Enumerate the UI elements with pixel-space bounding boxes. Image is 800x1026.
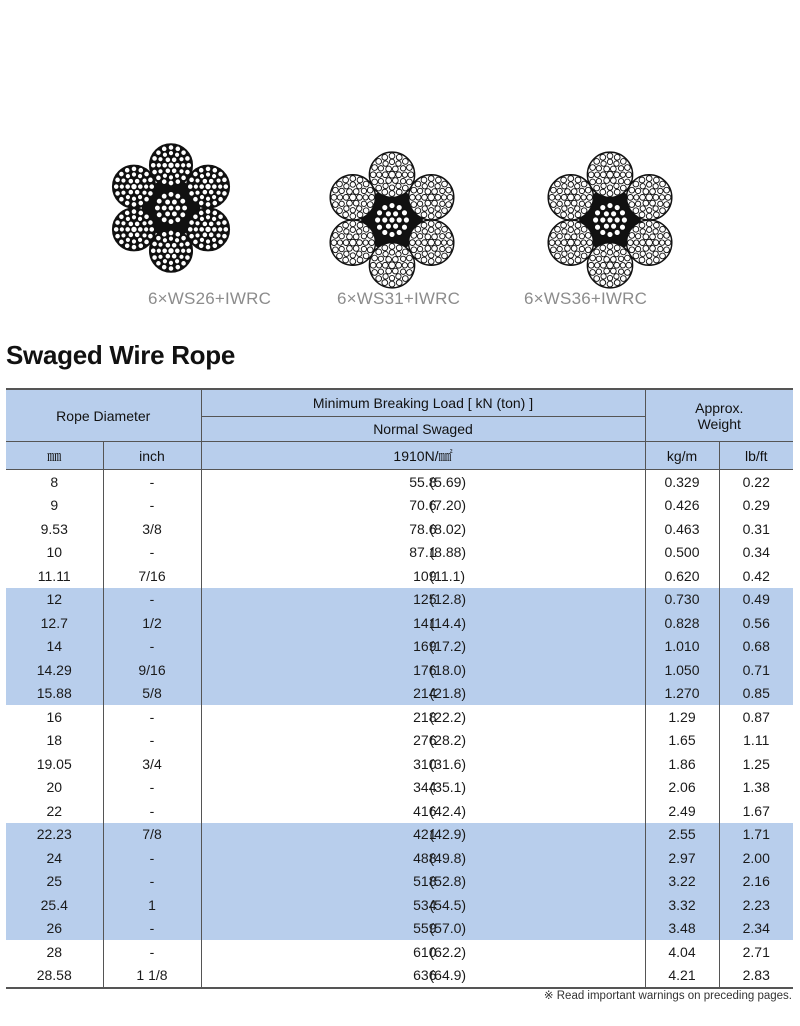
cell-breaking-load-kn: 421 [413,826,437,843]
cell-breaking-load-kn: 176 [413,661,437,678]
cell-inch: - [103,729,201,753]
cell-mm: 22 [46,802,63,819]
rope-strand [587,243,632,288]
cell-breaking-load-kn: 70.6 [409,497,437,514]
cell-mm: 10 [46,544,63,561]
cell-kg-per-m: 3.48 [645,917,719,941]
cell-inch: - [103,494,201,518]
cell-breaking-load-ton: (8.88) [429,544,467,561]
cell-breaking-load-ton: (5.69) [429,473,467,490]
cell-kg-per-m: 0.730 [645,588,719,612]
cell-inch: 1 1/8 [103,964,201,989]
cell-kg-per-m: 4.04 [645,940,719,964]
table-row [6,917,793,941]
cell-breaking-load [201,705,645,729]
cell-lb-per-ft: 1.67 [719,799,793,823]
cell-kg-per-m: 0.620 [645,564,719,588]
cell-lb-per-ft: 0.29 [719,494,793,518]
cell-kg-per-m: 1.050 [645,658,719,682]
cell-inch: - [103,940,201,964]
cell-lb-per-ft: 0.56 [719,611,793,635]
cell-kg-per-m: 0.426 [645,494,719,518]
cell-breaking-load-kn: 344 [413,779,437,796]
cell-breaking-load-ton: (49.8) [429,849,467,866]
cell-mm: 25.4 [6,893,103,917]
cell-breaking-load [201,541,645,565]
header-normal-swaged: Normal Swaged [201,417,645,442]
cell-breaking-load-ton: (57.0) [429,920,467,937]
cell-lb-per-ft: 1.71 [719,823,793,847]
cell-kg-per-m: 2.06 [645,776,719,800]
cell-breaking-load-ton: (22.2) [429,708,467,725]
cell-inch: - [103,870,201,894]
table-row [6,588,793,612]
cell-breaking-load [201,917,645,941]
rope-strand [548,175,593,220]
cell-breaking-load-kn: 276 [413,732,437,749]
cell-kg-per-m: 2.97 [645,846,719,870]
table-row [6,658,793,682]
cell-breaking-load [201,846,645,870]
header-lb-per-ft: lb/ft [719,442,793,470]
cell-lb-per-ft: 1.11 [719,729,793,753]
cell-kg-per-m: 0.329 [645,470,719,494]
cell-mm: 16 [46,708,63,725]
cell-mm: 14.29 [6,658,103,682]
cell-lb-per-ft: 1.38 [719,776,793,800]
cell-breaking-load [201,635,645,659]
rope-strand [409,220,454,265]
table-row [6,494,793,518]
cell-lb-per-ft: 2.16 [719,870,793,894]
cell-inch: 7/16 [103,564,201,588]
cell-lb-per-ft: 0.42 [719,564,793,588]
cell-breaking-load-kn: 534 [413,896,437,913]
warning-note: ※ Read important warnings on preceding pages. [543,990,792,1002]
cell-mm: 11.11 [37,567,71,584]
cell-kg-per-m: 2.55 [645,823,719,847]
cell-breaking-load-ton: (54.5) [429,896,467,913]
rope-caption-6xws31: 6×WS31+IWRC [337,289,461,308]
rope-strand [187,208,230,251]
cell-lb-per-ft: 0.68 [719,635,793,659]
cell-breaking-load-ton: (7.20) [429,497,467,514]
cell-breaking-load-ton: (12.8) [429,591,467,608]
table-row [6,823,793,847]
cell-lb-per-ft: 0.22 [719,470,793,494]
table-row [6,635,793,659]
rope-strand [369,152,414,197]
cell-breaking-load-kn: 218 [413,708,437,725]
cell-breaking-load-kn: 169 [413,638,437,655]
cell-breaking-load-ton: (8.02) [429,520,467,537]
rope-strand [150,144,193,187]
cell-inch: 3/8 [103,517,201,541]
table-row [6,799,793,823]
cell-breaking-load-ton: (42.9) [429,826,467,843]
table-row [6,705,793,729]
cell-inch: - [103,470,201,494]
rope-svg [538,148,682,292]
cell-breaking-load [201,940,645,964]
cell-breaking-load [201,470,645,494]
cell-inch: - [103,541,201,565]
cell-mm: 22.23 [6,823,103,847]
table-row [6,964,793,989]
cell-kg-per-m: 0.828 [645,611,719,635]
cell-mm: 14 [6,635,103,659]
rope-strand [369,243,414,288]
cell-breaking-load [201,823,645,847]
cell-breaking-load [201,964,645,989]
rope-strand [330,220,375,265]
cell-kg-per-m: 1.010 [645,635,719,659]
cell-breaking-load-kn: 125 [413,591,437,608]
cell-mm: 8 [50,473,59,490]
cell-breaking-load [201,564,645,588]
rope-caption-6xws36: 6×WS36+IWRC [524,289,648,308]
cell-inch: 1/2 [103,611,201,635]
cell-lb-per-ft: 2.83 [719,964,793,989]
cell-breaking-load [201,776,645,800]
cell-lb-per-ft: 0.71 [719,658,793,682]
cell-kg-per-m: 1.86 [645,752,719,776]
table-row [6,517,793,541]
table-row [6,870,793,894]
cell-breaking-load [201,893,645,917]
rope-strand [113,165,156,208]
cell-lb-per-ft: 0.87 [719,705,793,729]
rope-strand [587,152,632,197]
table-row [6,940,793,964]
cell-breaking-load-ton: (14.4) [429,614,467,631]
cell-mm: 28 [46,943,63,960]
cell-breaking-load-kn: 610 [413,943,437,960]
cell-breaking-load-kn: 559 [413,920,437,937]
table-body [6,470,793,989]
cell-breaking-load-ton: (31.6) [429,755,467,772]
cell-breaking-load-kn: 488 [413,849,437,866]
cell-breaking-load-kn: 109 [413,567,437,584]
cell-mm: 9 [50,497,59,514]
cell-mm: 24 [6,846,103,870]
header-minimum-breaking-load: Minimum Breaking Load [ kN (ton) ] [201,389,645,417]
cell-breaking-load-ton: (11.1) [429,567,466,584]
cell-lb-per-ft: 2.23 [719,893,793,917]
cell-mm: 12.7 [6,611,103,635]
cell-kg-per-m: 0.500 [645,541,719,565]
rope-6xws36-cross-section [538,148,682,292]
cell-inch: 7/8 [103,823,201,847]
cell-breaking-load-ton: (35.1) [429,779,467,796]
cell-inch: - [103,799,201,823]
cell-breaking-load-kn: 55.8 [409,473,437,490]
header-mm: ㎜ [6,442,103,470]
table-row [6,611,793,635]
cell-kg-per-m: 1.29 [645,705,719,729]
rope-svg [103,140,239,276]
cell-mm: 15.88 [6,682,103,706]
cell-mm: 25 [6,870,103,894]
cell-breaking-load [201,658,645,682]
cell-kg-per-m: 2.49 [645,799,719,823]
cell-inch: - [103,846,201,870]
cell-breaking-load-kn: 310 [413,755,437,772]
header-rope-diameter: Rope Diameter [6,389,201,442]
header-approx-weight [645,389,793,442]
cell-mm: 19.05 [36,755,72,772]
table-row [6,564,793,588]
table-row [6,470,793,494]
cell-breaking-load-kn: 214 [413,685,437,702]
table-row [6,729,793,753]
table-row [6,541,793,565]
cell-lb-per-ft: 0.49 [719,588,793,612]
cell-breaking-load [201,494,645,518]
cell-breaking-load-ton: (28.2) [429,732,467,749]
table-row [6,752,793,776]
cell-breaking-load-kn: 636 [413,967,437,984]
cell-breaking-load-kn: 518 [413,873,437,890]
cell-breaking-load-kn: 416 [413,802,437,819]
cell-breaking-load [201,799,645,823]
rope-strand [548,220,593,265]
header-inch: inch [103,442,201,470]
cell-mm: 9.53 [40,520,68,537]
table-row [6,893,793,917]
cell-mm: 28.58 [6,964,103,989]
cell-breaking-load-kn: 78.6 [409,520,437,537]
cell-breaking-load-kn: 141 [413,614,437,631]
rope-6xws31-cross-section [320,148,464,292]
cell-mm: 12 [6,588,103,612]
cell-breaking-load-ton: (18.0) [429,661,467,678]
table-row [6,776,793,800]
cell-lb-per-ft: 2.00 [719,846,793,870]
rope-strand [150,229,193,272]
cell-mm: 26 [6,917,103,941]
rope-svg [320,148,464,292]
cell-kg-per-m: 1.270 [645,682,719,706]
rope-strand [187,165,230,208]
cell-breaking-load-ton: (62.2) [429,943,467,960]
cell-inch: - [103,705,201,729]
cell-breaking-load [201,611,645,635]
cell-mm: 18 [46,732,63,749]
cell-kg-per-m: 1.65 [645,729,719,753]
cell-breaking-load [201,870,645,894]
cell-lb-per-ft: 0.31 [719,517,793,541]
page-title: Swaged Wire Rope [6,340,236,370]
cell-kg-per-m: 3.32 [645,893,719,917]
rope-strand [409,175,454,220]
rope-cross-section-images [0,130,800,320]
header-kg-per-m: kg/m [645,442,719,470]
cell-inch: - [103,776,201,800]
header-approx-weight-line2: Weight [697,415,741,432]
rope-strand [113,208,156,251]
cell-kg-per-m: 3.22 [645,870,719,894]
cell-breaking-load [201,588,645,612]
cell-breaking-load-ton: (17.2) [429,638,467,655]
cell-inch: - [103,635,201,659]
header-grade: 1910N/㎟ [201,442,645,470]
rope-caption-6xws26: 6×WS26+IWRC [148,289,272,308]
cell-lb-per-ft: 2.34 [719,917,793,941]
cell-inch: - [103,588,201,612]
cell-lb-per-ft: 0.85 [719,682,793,706]
cell-breaking-load [201,517,645,541]
cell-breaking-load-ton: (52.8) [429,873,467,890]
cell-kg-per-m: 0.463 [645,517,719,541]
cell-inch: 5/8 [103,682,201,706]
cell-breaking-load-ton: (21.8) [429,685,467,702]
cell-inch: 3/4 [103,752,201,776]
cell-mm: 20 [46,779,63,796]
table-row [6,682,793,706]
cell-lb-per-ft: 2.71 [719,940,793,964]
cell-breaking-load [201,752,645,776]
table-row [6,846,793,870]
cell-inch: 9/16 [103,658,201,682]
swaged-wire-rope-table [6,388,793,989]
cell-breaking-load [201,682,645,706]
cell-lb-per-ft: 0.34 [719,541,793,565]
rope-strand [330,175,375,220]
cell-breaking-load [201,729,645,753]
cell-breaking-load-ton: (42.4) [429,802,467,819]
cell-inch: - [103,917,201,941]
header-approx-weight-line1: Approx. [695,399,744,416]
rope-strand [627,220,672,265]
rope-6xws26-cross-section [103,140,239,276]
cell-breaking-load-kn: 87.1 [409,544,437,561]
cell-kg-per-m: 4.21 [645,964,719,989]
rope-strand [627,175,672,220]
cell-breaking-load-ton: (64.9) [429,967,467,984]
cell-inch: 1 [103,893,201,917]
cell-lb-per-ft: 1.25 [719,752,793,776]
